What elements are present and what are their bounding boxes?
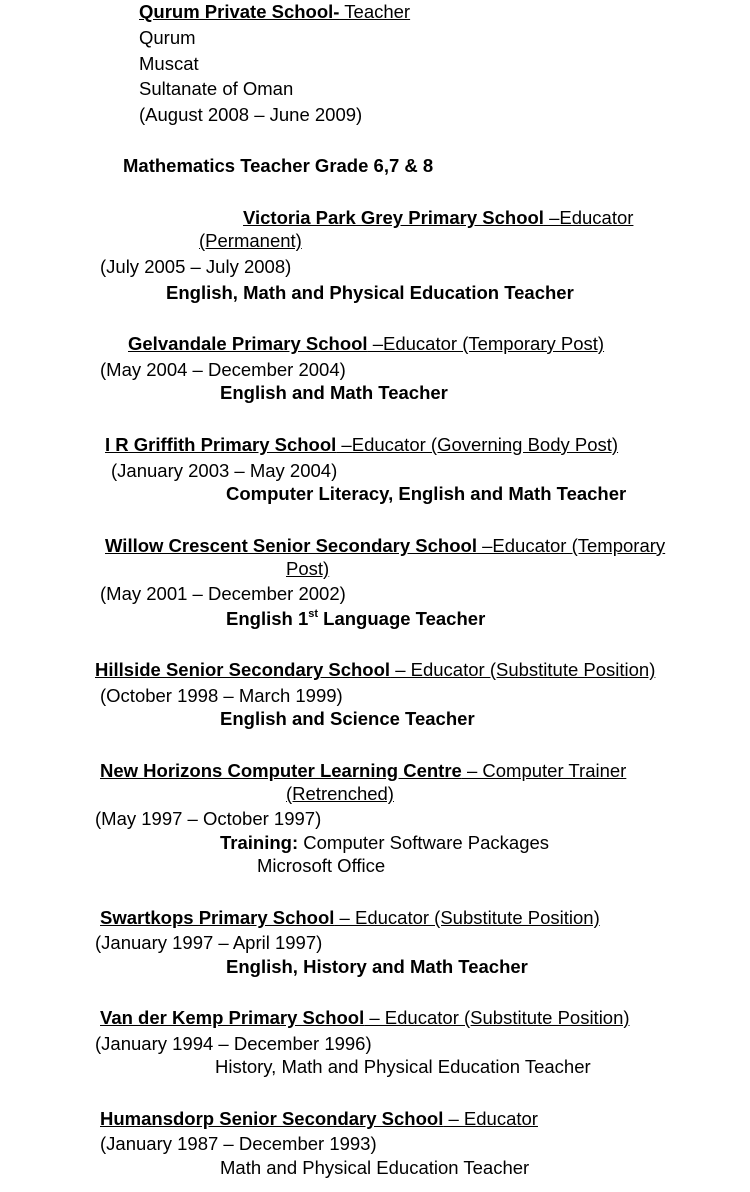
employer-heading: [105, 535, 665, 557]
employer-heading: [243, 207, 633, 229]
employer-heading: [100, 1108, 538, 1130]
employment-period: (July 2005 – July 2008): [100, 256, 292, 277]
employment-period: (January 2003 – May 2004): [111, 460, 338, 481]
job-title: –Educator (Temporary Post): [367, 333, 605, 354]
employment-period: (May 2004 – December 2004): [100, 359, 346, 380]
employer-heading: [95, 659, 655, 681]
role-description: Math and Physical Education Teacher: [220, 1157, 530, 1178]
employment-period: (January 1997 – April 1997): [95, 932, 323, 953]
job-title-continued: Post): [286, 558, 330, 579]
training-line: [220, 832, 549, 854]
school-name: New Horizons Computer Learning Centre: [100, 760, 462, 781]
job-title: – Educator (Substitute Position): [390, 659, 656, 680]
job-title-continued: (Retrenched): [286, 783, 394, 804]
training-value: Computer Software Packages: [298, 832, 550, 853]
employer-heading: [139, 1, 410, 23]
role-description: Computer Literacy, English and Math Teacher: [226, 483, 627, 504]
role-description: English and Science Teacher: [220, 708, 475, 729]
employment-period: (May 1997 – October 1997): [95, 808, 322, 829]
role-text: English 1: [226, 608, 309, 629]
ordinal-suffix: st: [308, 607, 319, 620]
employment-period: (October 1998 – March 1999): [100, 685, 343, 706]
school-name: Victoria Park Grey Primary School: [243, 207, 544, 228]
job-title-continued: (Permanent): [199, 230, 302, 251]
school-name: Van der Kemp Primary School: [100, 1007, 365, 1028]
job-title: – Educator (Substitute Position): [334, 907, 600, 928]
job-title: –Educator (Governing Body Post): [336, 434, 619, 455]
employer-heading: [128, 333, 604, 355]
address-line: Qurum: [139, 27, 196, 48]
job-title: –Educator (Temporary: [476, 535, 666, 556]
school-name: Gelvandale Primary School: [128, 333, 368, 354]
employment-period: (May 2001 – December 2002): [100, 583, 346, 604]
training-label: Training:: [220, 832, 299, 853]
role-description: Mathematics Teacher Grade 6,7 & 8: [123, 155, 434, 176]
job-title: –Educator: [543, 207, 634, 228]
role-description: English and Math Teacher: [220, 382, 448, 403]
job-title: – Computer Trainer: [461, 760, 627, 781]
school-name: Willow Crescent Senior Secondary School: [105, 535, 477, 556]
employer-heading: [100, 1007, 630, 1029]
role-description: History, Math and Physical Education Teacher: [215, 1056, 591, 1077]
address-line: Sultanate of Oman: [139, 78, 294, 99]
school-name: I R Griffith Primary School: [105, 434, 337, 455]
employment-period: (January 1987 – December 1993): [100, 1133, 377, 1154]
employment-period: (January 1994 – December 1996): [95, 1033, 372, 1054]
employment-period: (August 2008 – June 2009): [139, 104, 363, 125]
training-extra: Microsoft Office: [257, 855, 386, 876]
role-text: Language Teacher: [318, 608, 486, 629]
employer-heading: [100, 760, 626, 782]
role-description: English, History and Math Teacher: [226, 956, 528, 977]
employer-heading: [100, 907, 600, 929]
school-name: Humansdorp Senior Secondary School: [100, 1108, 444, 1129]
address-line: Muscat: [139, 53, 199, 74]
school-name: Qurum Private School-: [139, 1, 340, 22]
school-name: Hillside Senior Secondary School: [95, 659, 391, 680]
role-description: [226, 608, 485, 630]
job-title: – Educator (Substitute Position): [364, 1007, 630, 1028]
job-title: – Educator: [443, 1108, 538, 1129]
employer-heading: [105, 434, 618, 456]
role-description: English, Math and Physical Education Teacher: [166, 282, 574, 303]
job-title: Teacher: [339, 1, 411, 22]
school-name: Swartkops Primary School: [100, 907, 335, 928]
